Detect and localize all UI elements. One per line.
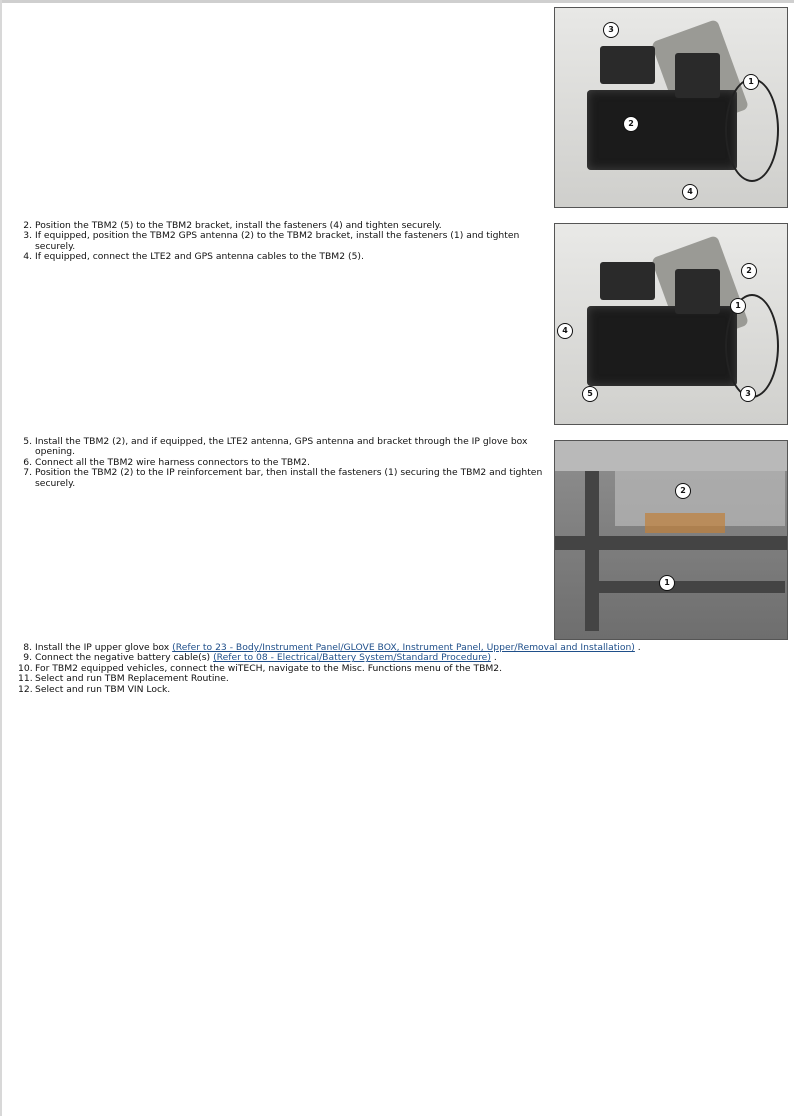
step-number: 3.	[23, 230, 32, 242]
page-top-border	[0, 0, 794, 3]
step-text: Select and run TBM Replacement Routine.	[35, 673, 229, 685]
step-text: Connect all the TBM2 wire harness connectors to the TBM2.	[35, 456, 310, 468]
tbm2-module	[587, 90, 737, 170]
step-text: Install the IP upper glove box	[35, 642, 173, 653]
battery-procedure-link[interactable]: (Refer to 08 - Electrical/Battery System/Standard Procedure)	[213, 652, 491, 664]
step-number: 8.	[23, 642, 32, 653]
figure-tbm2-installed-on-bracket	[554, 223, 788, 425]
figure-tbm2-bracket-assembly	[554, 7, 788, 208]
step-text: Install the TBM2 (2), and if equipped, the LTE2 antenna, GPS antenna and bracket through the IP glove box opening.	[35, 436, 528, 458]
step-number: 9.	[23, 652, 32, 664]
callout: 2	[623, 116, 639, 132]
step-number: 5.	[23, 436, 32, 447]
glove-box-procedure-link[interactable]: (Refer to 23 - Body/Instrument Panel/GLOVE BOX, Instrument Panel, Upper/Removal and Installation)	[172, 642, 635, 653]
step-number: 12.	[18, 683, 33, 695]
step-number: 4.	[23, 251, 32, 263]
callout: 5	[582, 386, 598, 402]
step-number: 10.	[18, 662, 33, 674]
page-left-border	[0, 0, 2, 1116]
step-text-suffix: .	[490, 652, 497, 664]
step-item	[18, 437, 548, 458]
step-text: Position the TBM2 (5) to the TBM2 bracket, install the fasteners (4) and tighten securely.	[35, 220, 442, 231]
callout: 1	[743, 74, 759, 90]
lte-antenna	[600, 262, 655, 300]
instrument-panel-top	[555, 441, 787, 471]
steps-list-2-4	[18, 221, 543, 263]
step-number: 7.	[23, 467, 32, 479]
steps-list-8-12	[18, 643, 718, 695]
step-item	[18, 685, 718, 695]
lte-antenna	[600, 46, 655, 84]
gps-antenna	[675, 53, 720, 98]
cross-member	[585, 581, 785, 593]
steps-list-5-7	[18, 437, 548, 489]
callout: 3	[603, 22, 619, 38]
step-number: 6.	[23, 456, 32, 468]
step-item	[18, 231, 543, 252]
step-text-suffix: .	[634, 642, 641, 653]
callout: 1	[659, 575, 675, 591]
step-text: Position the TBM2 (2) to the IP reinforcement bar, then install the fasteners (1) securing the TBM2 and tighten securely.	[35, 467, 543, 489]
callout: 2	[741, 263, 757, 279]
callout: 3	[740, 386, 756, 402]
callout: 4	[682, 184, 698, 200]
gps-antenna	[675, 269, 720, 314]
step-text: For TBM2 equipped vehicles, connect the wiTECH, navigate to the Misc. Functions menu of the TBM2.	[35, 662, 503, 674]
step-text: Connect the negative battery cable(s)	[35, 652, 214, 664]
tbm2-module	[587, 306, 737, 386]
step-number: 2.	[23, 220, 32, 231]
step-item	[18, 252, 543, 262]
step-item	[18, 468, 548, 489]
antenna-cable	[725, 78, 779, 182]
figure-tbm2-ip-reinforcement-bar	[554, 440, 788, 640]
callout: 4	[557, 323, 573, 339]
support-post	[585, 471, 599, 631]
tbm2-module	[645, 513, 725, 533]
step-text: If equipped, connect the LTE2 and GPS antenna cables to the TBM2 (5).	[35, 251, 364, 263]
step-number: 11.	[18, 673, 33, 685]
step-text: Select and run TBM VIN Lock.	[35, 683, 171, 695]
step-text: If equipped, position the TBM2 GPS antenna (2) to the TBM2 bracket, install the fasteners (1) and tighten securely.	[35, 230, 520, 252]
callout: 2	[675, 483, 691, 499]
callout: 1	[730, 298, 746, 314]
